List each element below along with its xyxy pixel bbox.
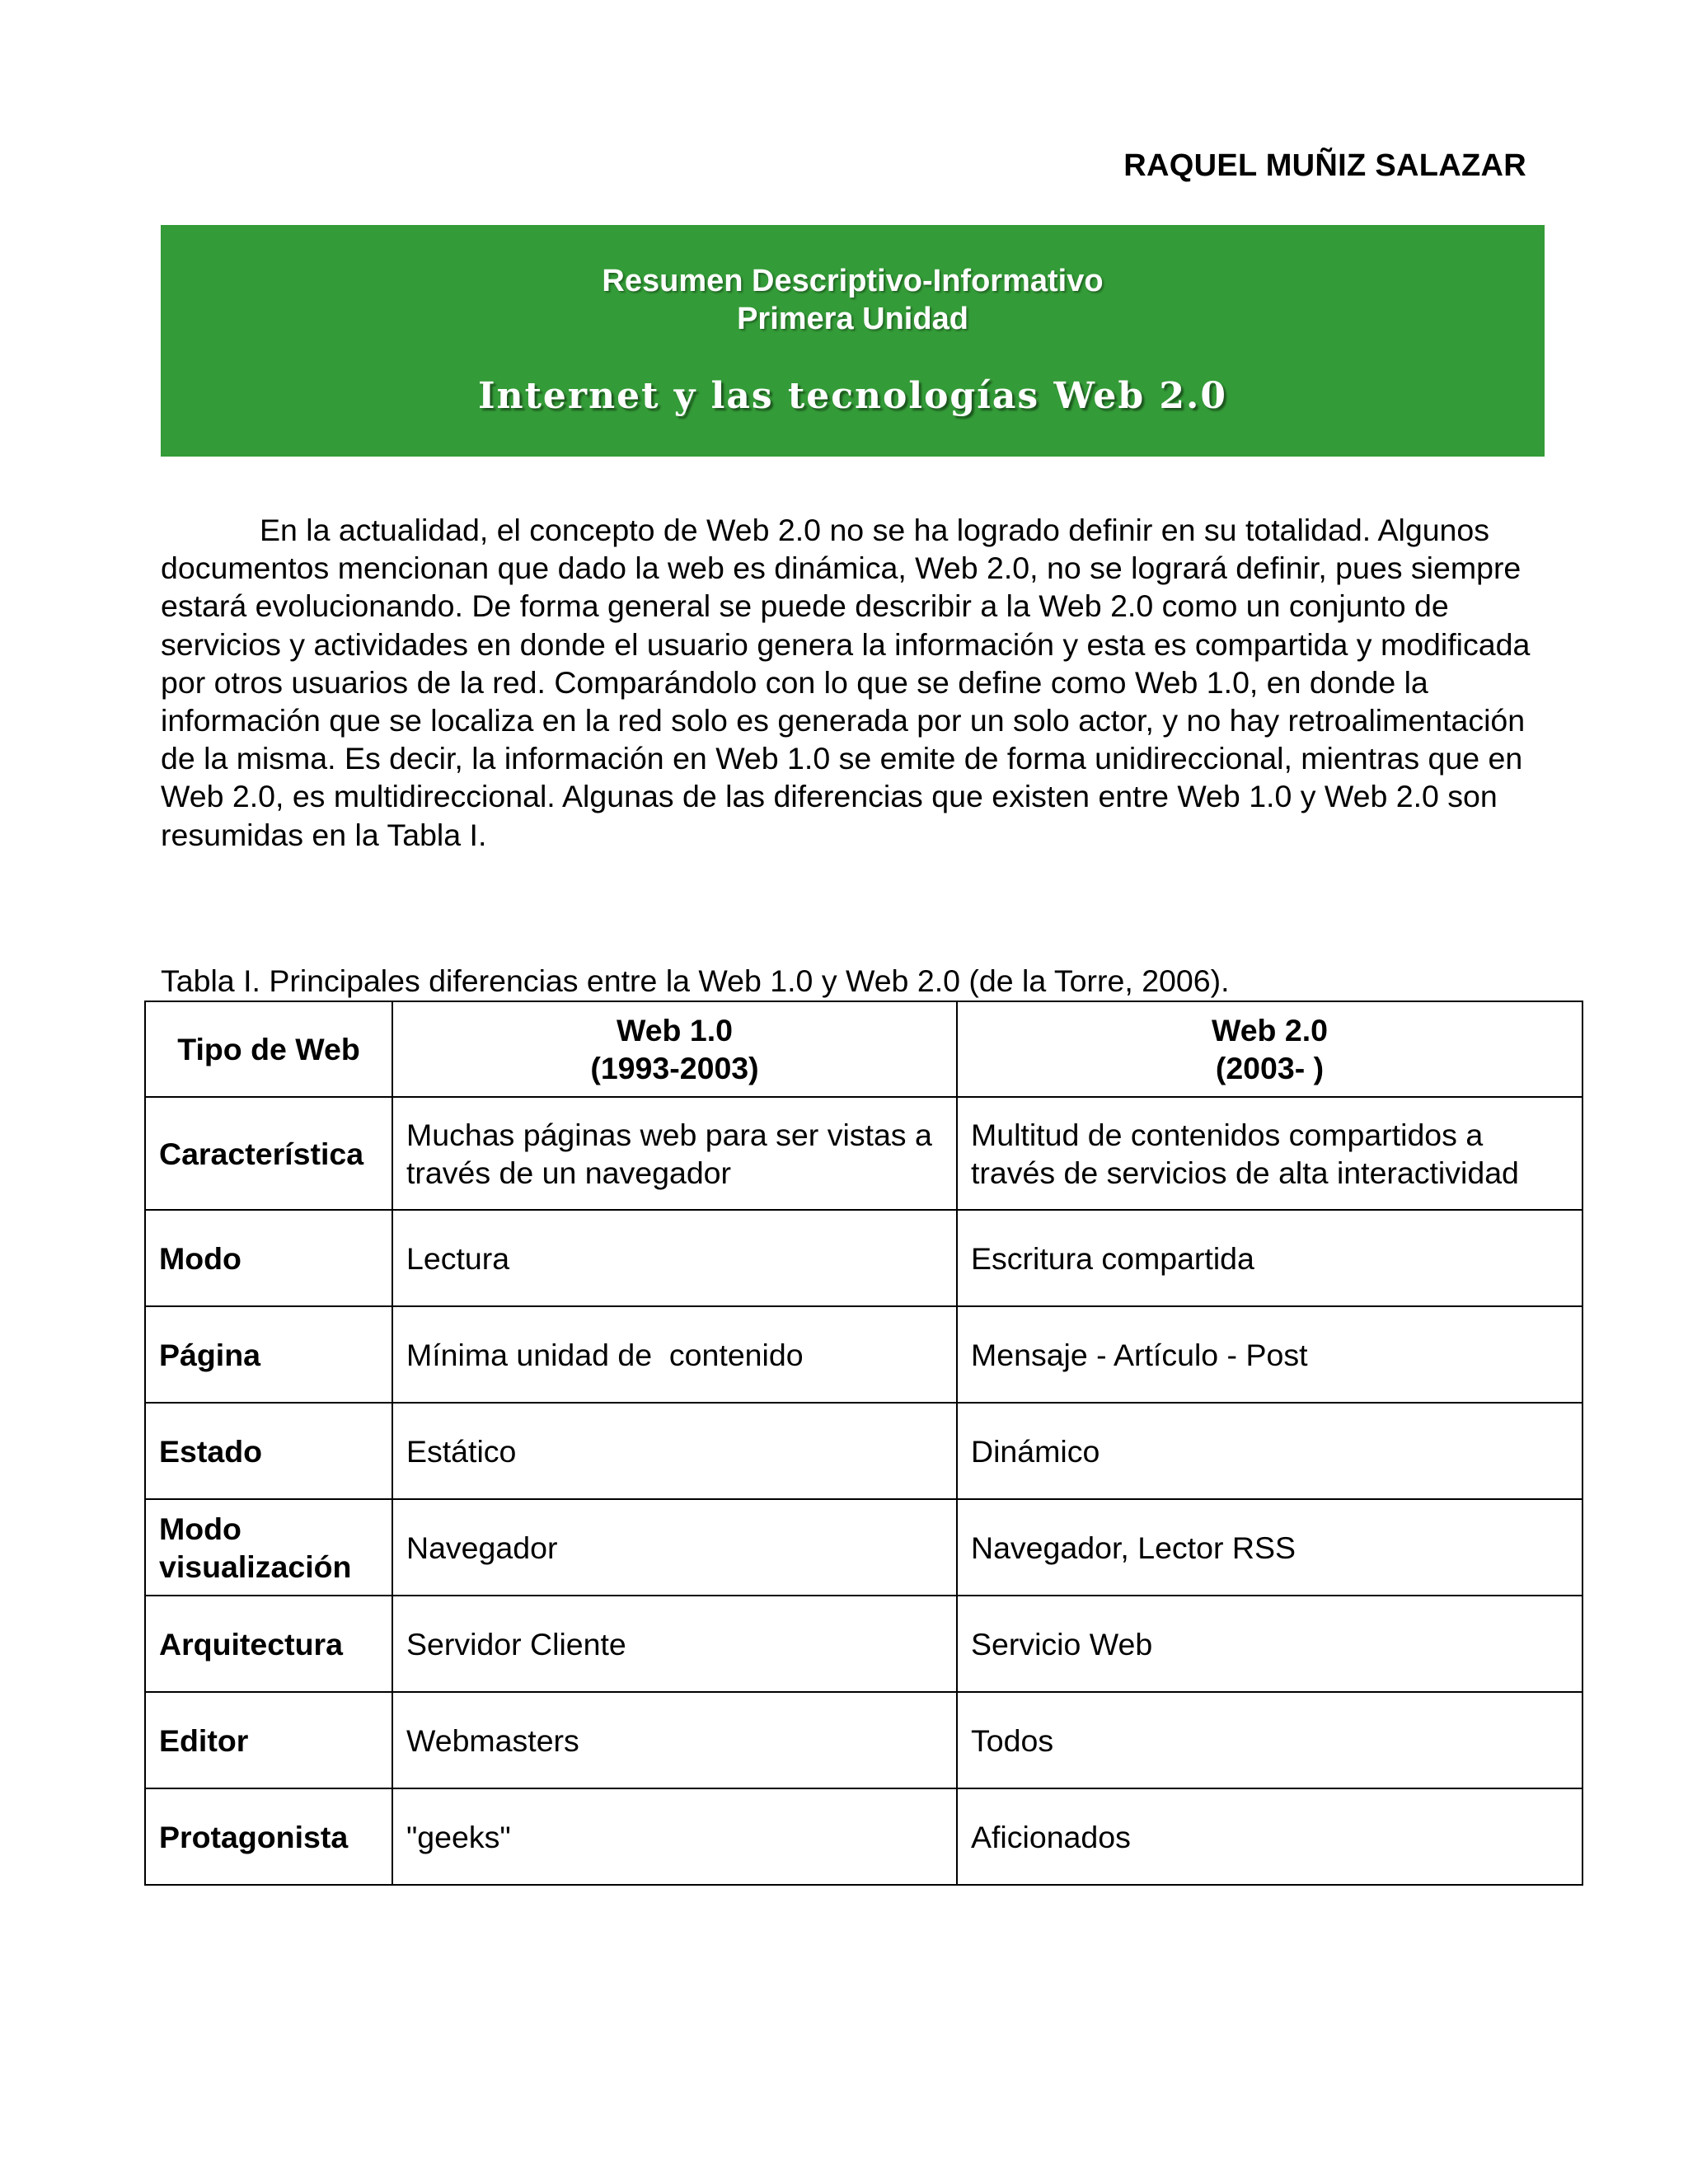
row-web1-value: Lectura	[392, 1210, 957, 1306]
table-row	[145, 1210, 1582, 1306]
row-label: Protagonista	[145, 1788, 392, 1885]
row-web2-value: Todos	[957, 1692, 1582, 1788]
banner-subtitle-line2: Primera Unidad	[737, 302, 968, 336]
banner-title: Internet y las tecnologías Web 2.0	[478, 375, 1227, 417]
header-web-2-years: (2003- )	[1215, 1051, 1325, 1085]
title-banner	[161, 225, 1545, 457]
table-header-row	[145, 1001, 1582, 1097]
row-web2-value: Navegador, Lector RSS	[957, 1499, 1582, 1596]
table-row	[145, 1596, 1582, 1692]
row-label: Modo visualización	[145, 1499, 392, 1596]
author-name: RAQUEL MUÑIZ SALAZAR	[1123, 148, 1526, 183]
table-row	[145, 1692, 1582, 1788]
table-row	[145, 1403, 1582, 1499]
row-web1-value: Navegador	[392, 1499, 957, 1596]
row-web1-value: Servidor Cliente	[392, 1596, 957, 1692]
header-web-1-name: Web 1.0	[616, 1013, 734, 1047]
row-web1-value: Mínima unidad de contenido	[392, 1306, 957, 1403]
row-web2-value: Multitud de contenidos compartidos a través de servicios de alta interactividad	[957, 1097, 1582, 1210]
table-row	[145, 1788, 1582, 1885]
banner-subtitle-line1: Resumen Descriptivo-Informativo	[602, 264, 1104, 298]
table-caption: Tabla I. Principales diferencias entre la Web 1.0 y Web 2.0 (de la Torre, 2006).	[161, 963, 1230, 998]
header-tipo-de-web: Tipo de Web	[145, 1001, 392, 1097]
header-web-1-years: (1993-2003)	[590, 1051, 759, 1085]
table-row	[145, 1499, 1582, 1596]
table-row	[145, 1097, 1582, 1210]
row-web2-value: Mensaje - Artículo - Post	[957, 1306, 1582, 1403]
row-web2-value: Servicio Web	[957, 1596, 1582, 1692]
row-label: Editor	[145, 1692, 392, 1788]
header-web-1	[392, 1001, 957, 1097]
comparison-table	[144, 1001, 1583, 1886]
row-label: Página	[145, 1306, 392, 1403]
row-web1-value: Estático	[392, 1403, 957, 1499]
intro-paragraph	[161, 511, 1554, 854]
row-label: Estado	[145, 1403, 392, 1499]
row-web2-value: Dinámico	[957, 1403, 1582, 1499]
row-web1-value: Muchas páginas web para ser vistas a través de un navegador	[392, 1097, 957, 1210]
row-label: Característica	[145, 1097, 392, 1210]
row-web1-value: Webmasters	[392, 1692, 957, 1788]
row-web2-value: Escritura compartida	[957, 1210, 1582, 1306]
row-label: Arquitectura	[145, 1596, 392, 1692]
header-web-2	[957, 1001, 1582, 1097]
row-web2-value: Aficionados	[957, 1788, 1582, 1885]
table-row	[145, 1306, 1582, 1403]
row-label: Modo	[145, 1210, 392, 1306]
row-web1-value: "geeks"	[392, 1788, 957, 1885]
header-web-2-name: Web 2.0	[1211, 1013, 1329, 1047]
intro-paragraph-text: En la actualidad, el concepto de Web 2.0 no se ha logrado definir en su totalidad. Algunos documentos mencionan que dado la web es dinámica, Web 2.0, no se logrará definir, pues siempre estará evolucionando. De forma general se puede describir a la Web 2.0 como un conjunto de servicios y actividades en donde el usuario genera la información y esta es compartida y modificada por otros usuarios de la red. Comparándolo con lo que se define como Web 1.0, en donde la información que se localiza en la red solo es generada por un solo actor, y no hay retroalimentación de la misma. Es decir, la información en Web 1.0 se emite de forma unidireccional, mientras que en Web 2.0, es multidireccional. Algunas de las diferencias que existen entre Web 1.0 y Web 2.0 son resumidas en la Tabla I.	[161, 513, 1531, 852]
